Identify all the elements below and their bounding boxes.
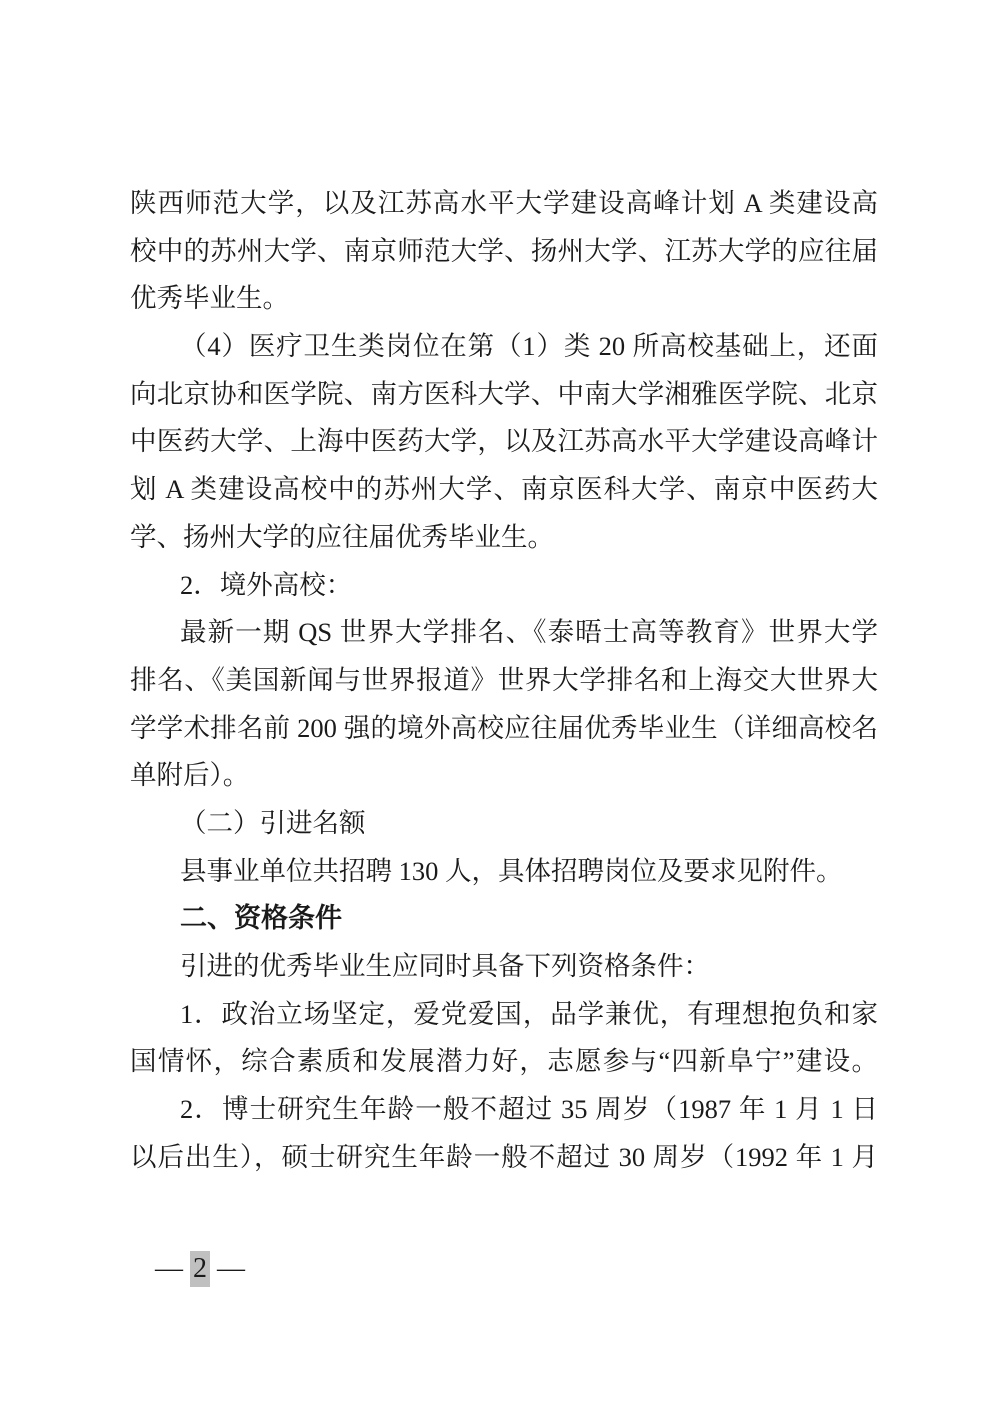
text-line-18: 1．政治立场坚定，爱党爱国，品学兼优，有理想抱负和家 bbox=[180, 998, 878, 1029]
footer-dash-left: — bbox=[155, 1253, 183, 1284]
page-footer bbox=[155, 1251, 245, 1287]
text-line-19: 国情怀，综合素质和发展潜力好，志愿参与“四新阜宁”建设。 bbox=[130, 1046, 878, 1077]
footer-dash-right: — bbox=[217, 1253, 245, 1284]
document-text-block bbox=[130, 180, 878, 1181]
text-line-2: 校中的苏州大学、南京师范大学、扬州大学、江苏大学的应往届 bbox=[130, 235, 878, 266]
text-line-7: 划 A 类建设高校中的苏州大学、南京医科大学、南京中医药大 bbox=[130, 474, 878, 505]
text-line-20: 2．博士研究生年龄一般不超过 35 周岁（1987 年 1 月 1 日 bbox=[180, 1094, 878, 1125]
text-line-3: 优秀毕业生。 bbox=[130, 283, 289, 314]
text-line-6: 中医药大学、上海中医药大学，以及江苏高水平大学建设高峰计 bbox=[130, 426, 878, 457]
text-line-9: 2．境外高校： bbox=[180, 569, 353, 600]
text-line-1: 陕西师范大学，以及江苏高水平大学建设高峰计划 A 类建设高 bbox=[130, 188, 878, 218]
text-line-16: 二、资格条件 bbox=[180, 903, 342, 934]
text-line-10: 最新一期 QS 世界大学排名、《泰晤士高等教育》世界大学 bbox=[180, 617, 878, 648]
text-line-14: （二）引进名额 bbox=[180, 807, 366, 838]
text-line-13: 单附后）。 bbox=[130, 760, 250, 791]
text-line-5: 向北京协和医学院、南方医科大学、中南大学湘雅医学院、北京 bbox=[130, 378, 878, 409]
page-number: 2 bbox=[190, 1251, 210, 1287]
text-line-11: 排名、《美国新闻与世界报道》世界大学排名和上海交大世界大 bbox=[130, 664, 878, 695]
text-line-4: （4）医疗卫生类岗位在第（1）类 20 所高校基础上，还面 bbox=[180, 331, 878, 362]
text-line-8: 学、扬州大学的应往届优秀毕业生。 bbox=[130, 521, 554, 552]
text-line-21: 以后出生），硕士研究生年龄一般不超过 30 周岁（1992 年 1 月 bbox=[130, 1141, 878, 1172]
text-line-15: 县事业单位共招聘 130 人，具体招聘岗位及要求见附件。 bbox=[180, 855, 843, 886]
text-line-12: 学学术排名前 200 强的境外高校应往届优秀毕业生（详细高校名 bbox=[130, 712, 878, 743]
text-line-17: 引进的优秀毕业生应同时具备下列资格条件： bbox=[180, 951, 710, 981]
